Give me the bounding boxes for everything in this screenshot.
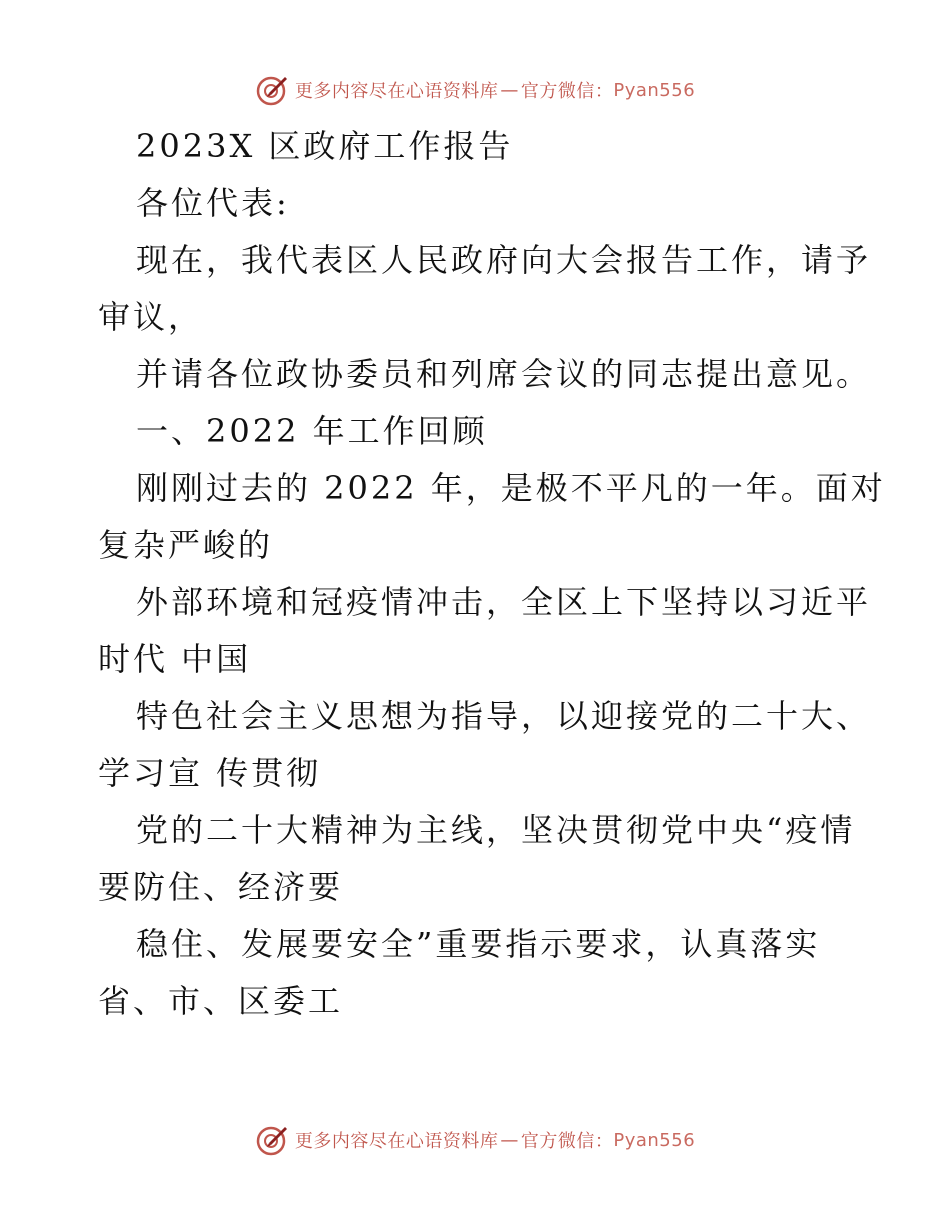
document-line: 刚刚过去的 2022 年，是极不平凡的一年。面对 (136, 469, 886, 507)
document-line: 各位代表: (136, 184, 290, 222)
document-line: 一、2022 年工作回顾 (136, 412, 488, 450)
document-line: 复杂严峻的 (98, 526, 274, 564)
document-line: 审议， (98, 298, 204, 336)
document-line: 现在，我代表区人民政府向大会报告工作，请予 (136, 241, 872, 279)
pen-circle-logo-icon (255, 73, 289, 107)
watermark-text: 更多内容尽在心语资料库 (294, 1131, 499, 1152)
watermark-header (0, 70, 950, 110)
document-line: 党的二十大精神为主线，坚决贯彻党中央“疫情 (136, 811, 856, 849)
document-line: 学习宣 传贯彻 (98, 754, 322, 792)
watermark-official-label: 官方微信： (520, 81, 614, 102)
watermark-footer (0, 1120, 950, 1160)
document-line: 特色社会主义思想为指导，以迎接党的二十大、 (136, 697, 872, 735)
watermark-wechat-id: Pyan556 (613, 79, 696, 101)
document-line: 省、市、区委工 (98, 982, 344, 1020)
watermark-dash: — (500, 1129, 519, 1151)
watermark-dash: — (500, 79, 519, 101)
pen-circle-logo-icon (255, 1123, 289, 1157)
document-body (98, 118, 886, 1030)
document-line: 时代 中国 (98, 640, 252, 678)
document-line: 并请各位政协委员和列席会议的同志提出意见。 (136, 355, 872, 393)
watermark-official-label: 官方微信： (520, 1131, 614, 1152)
watermark-wechat-id: Pyan556 (613, 1129, 696, 1151)
document-line: 外部环境和冠疫情冲击，全区上下坚持以习近平 (136, 583, 872, 621)
document-line: 稳住、发展要安全”重要指示要求，认真落实 (136, 925, 821, 963)
watermark-text: 更多内容尽在心语资料库 (294, 81, 499, 102)
document-line: 要防住、经济要 (98, 868, 344, 906)
document-line: 2023X 区政府工作报告 (136, 127, 514, 165)
